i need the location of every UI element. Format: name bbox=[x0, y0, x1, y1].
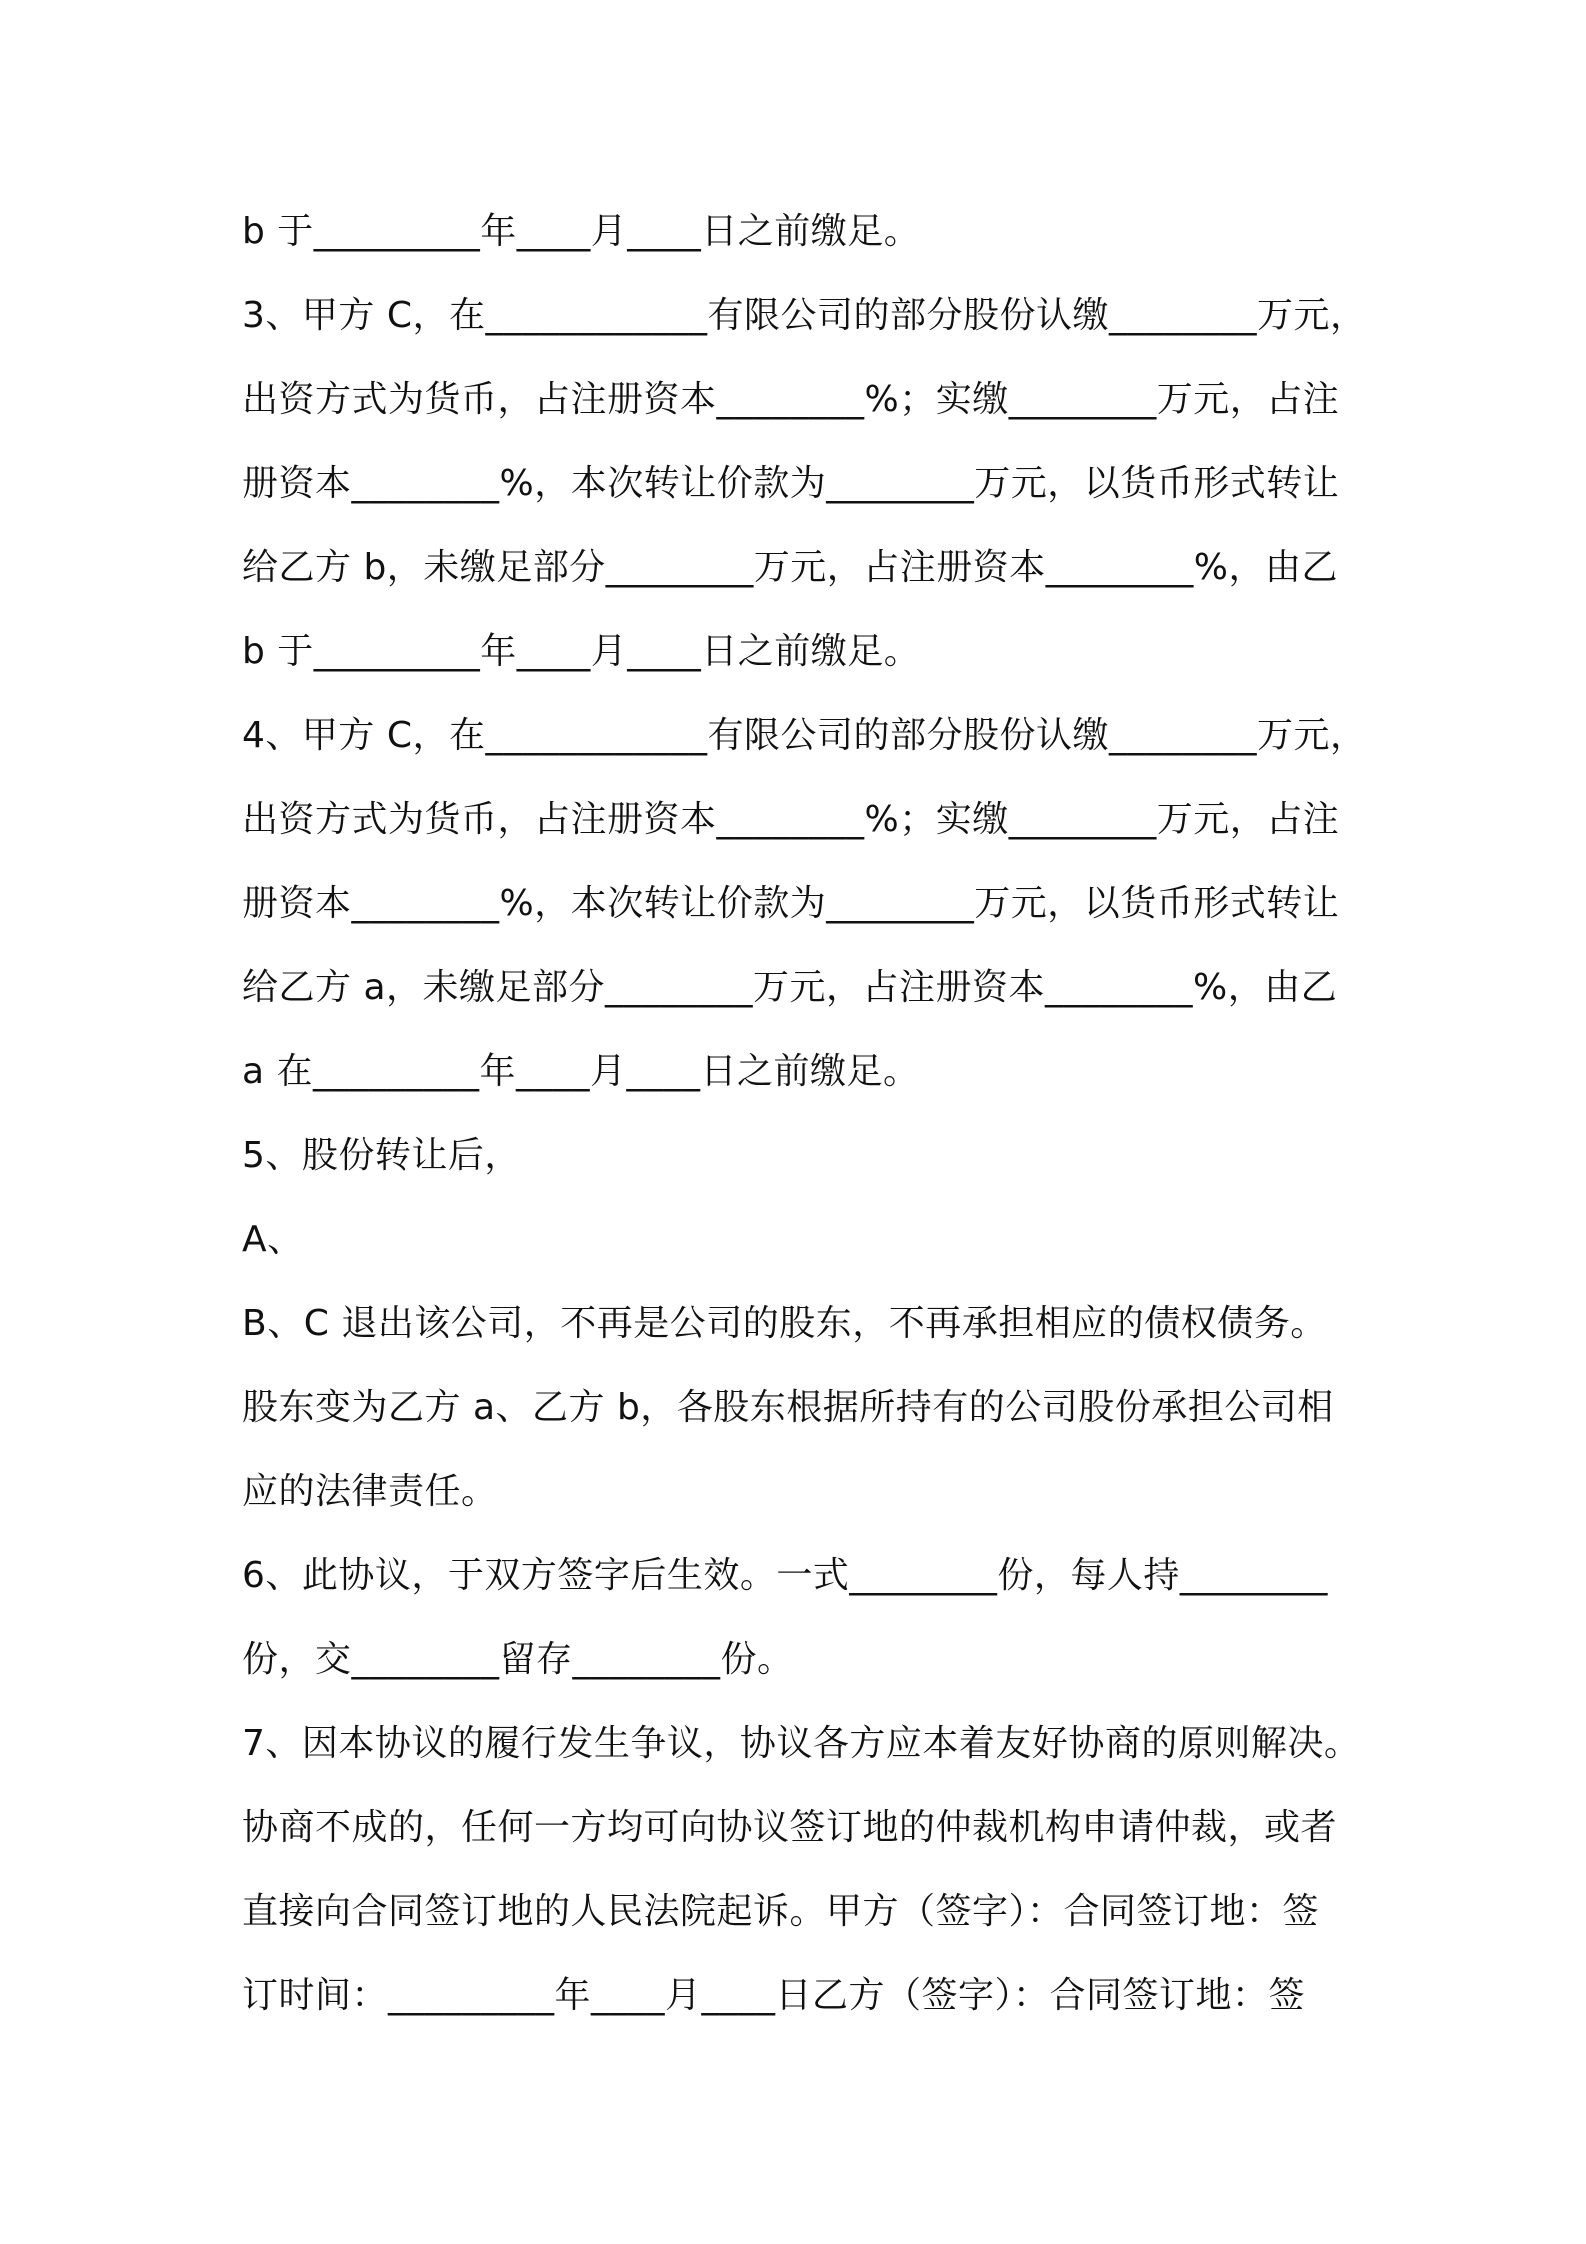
text-line: 应的法律责任。 bbox=[242, 1471, 498, 1512]
clause-3-line: 3、甲方 C，在____________有限公司的部分股份认缴________万元， bbox=[242, 295, 1367, 336]
document-body bbox=[242, 190, 1382, 2038]
text-line: b 于_________年____月____日之前缴足。 bbox=[242, 631, 921, 672]
clause-4-line: 4、甲方 C，在____________有限公司的部分股份认缴________万元， bbox=[242, 715, 1367, 756]
text-line: A、 bbox=[242, 1219, 304, 1260]
text-line: B、C 退出该公司，不再是公司的股东，不再承担相应的债权债务。 bbox=[242, 1303, 1327, 1344]
text-line: a 在_________年____月____日之前缴足。 bbox=[242, 1051, 920, 1092]
text-line: 订时间：_________年____月____日乙方（签字）：合同签订地：签 bbox=[242, 1975, 1306, 2016]
text-line: 协商不成的，任何一方均可向协议签订地的仲裁机构申请仲裁，或者 bbox=[242, 1807, 1338, 1848]
text-line: 直接向合同签订地的人民法院起诉。甲方（签字）：合同签订地：签 bbox=[242, 1891, 1320, 1932]
text-line: 册资本________%，本次转让价款为________万元，以货币形式转让 bbox=[242, 463, 1340, 504]
text-line: 册资本________%，本次转让价款为________万元，以货币形式转让 bbox=[242, 883, 1340, 924]
text-line: 给乙方 b，未缴足部分________万元，占注册资本________%，由乙 bbox=[242, 547, 1339, 588]
text-line: b 于_________年____月____日之前缴足。 bbox=[242, 211, 921, 252]
text-line: 份，交________留存________份。 bbox=[242, 1639, 794, 1680]
text-line: 股东变为乙方 a、乙方 b，各股东根据所持有的公司股份承担公司相 bbox=[242, 1387, 1334, 1428]
text-line: 出资方式为货币，占注册资本________%；实缴________万元，占注 bbox=[242, 799, 1340, 840]
text-line: 出资方式为货币，占注册资本________%；实缴________万元，占注 bbox=[242, 379, 1340, 420]
text-line: 给乙方 a，未缴足部分________万元，占注册资本________%，由乙 bbox=[242, 967, 1338, 1008]
clause-5-line: 5、股份转让后， bbox=[242, 1135, 521, 1176]
clause-6-line: 6、此协议，于双方签字后生效。一式________份，每人持________ bbox=[242, 1555, 1328, 1596]
clause-7-line: 7、因本协议的履行发生争议，协议各方应本着友好协商的原则解决。 bbox=[242, 1723, 1361, 1764]
